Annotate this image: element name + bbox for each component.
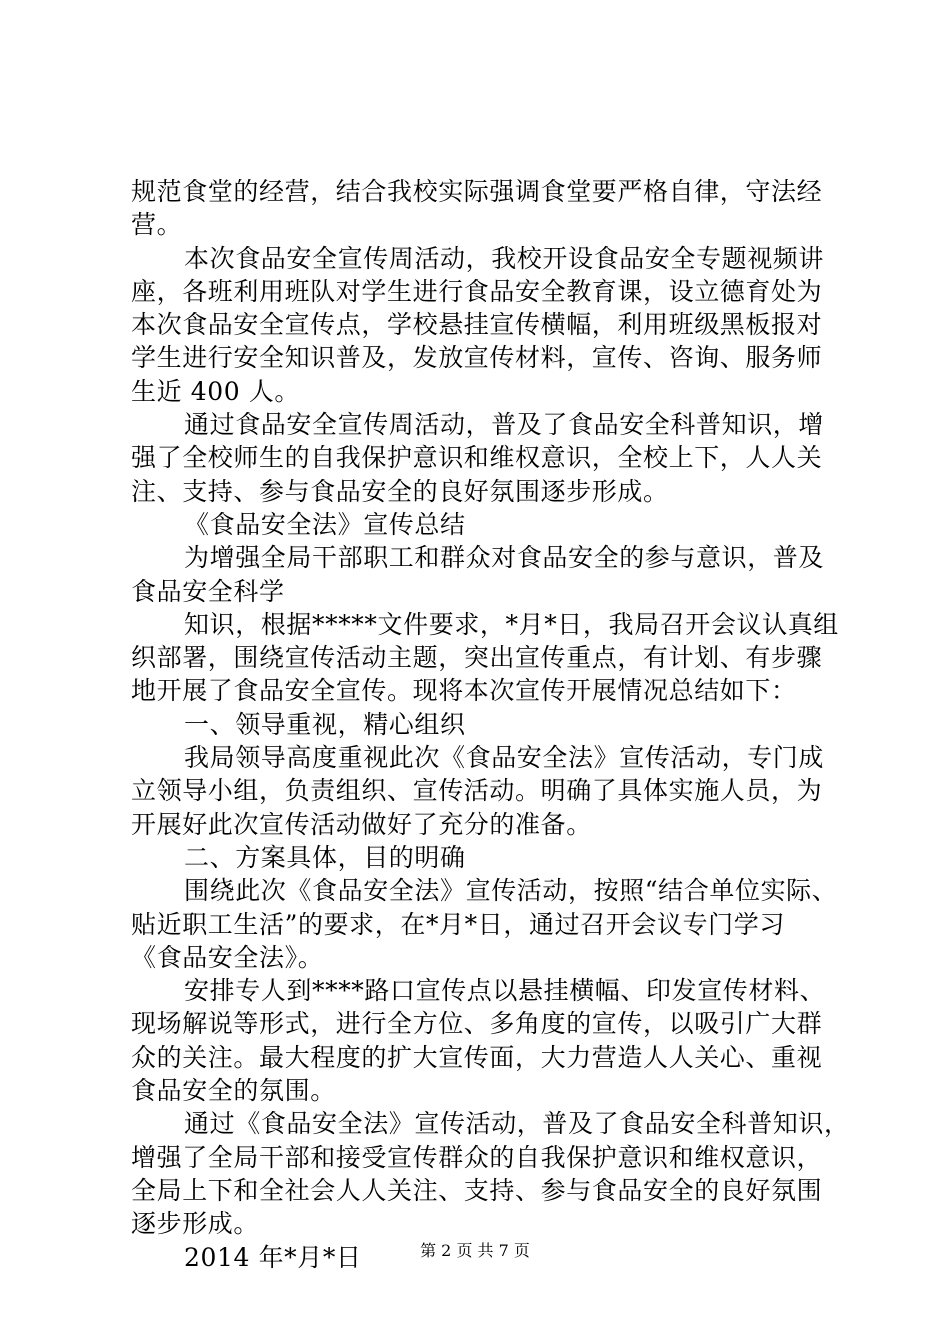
text-line: 逐步形成。 [131,1209,260,1239]
page-number-footer: 第 2 页 共 7 页 [420,1241,530,1260]
text-line: 贴近职工生活”的要求，在*月*日，通过召开会议专门学习 [131,909,785,939]
text-line: 座，各班利用班队对学生进行食品安全教育课，设立德育处为 [131,276,823,306]
text-line: 开展好此次宣传活动做好了充分的准备。 [131,809,592,839]
paragraph-start: 我局领导高度重视此次《食品安全法》宣传活动，专门成 [184,743,825,773]
text-line: 《食品安全法》。 [131,942,324,972]
document-body [131,175,850,1274]
text-line: 全局上下和全社会人人关注、支持、参与食品安全的良好氛围 [131,1175,823,1205]
paragraph-start: 知识，根据*****文件要求，*月*日，我局召开会议认真组 [184,609,839,639]
paragraph-start: 通过食品安全宣传周活动，普及了食品安全科普知识，增 [184,410,825,440]
text-line: 增强了全局干部和接受宣传群众的自我保护意识和维权意识， [131,1142,823,1172]
text-line: 现场解说等形式，进行全方位、多角度的宣传，以吸引广大群 [131,1009,823,1039]
paragraph-start: 本次食品安全宣传周活动，我校开设食品安全专题视频讲 [184,243,825,273]
text-line: 强了全校师生的自我保护意识和维权意识，全校上下，人人关 [131,443,823,473]
text-line: 规范食堂的经营，结合我校实际强调食堂要严格自律，守法经 [131,177,823,206]
text-line: 众的关注。最大程度的扩大宣传面，大力营造人人关心、重视 [131,1042,823,1072]
paragraph-start: 通过《食品安全法》宣传活动，普及了食品安全科普知识， [184,1109,850,1139]
text-line: 食品安全的氛围。 [131,1076,336,1106]
text-line: 食品安全科学 [131,576,285,606]
text-line: 织部署，围绕宣传活动主题，突出宣传重点，有计划、有步骤 [131,643,823,673]
section-heading: 二、方案具体，目的明确 [184,842,466,872]
text-line: 学生进行安全知识普及，发放宣传材料，宣传、咨询、服务师 [131,343,823,373]
text-line: 本次食品安全宣传点，学校悬挂宣传横幅，利用班级黑板报对 [131,310,823,340]
text-line: 注、支持、参与食品安全的良好氛围逐步形成。 [131,476,669,506]
date-line: 2014 年*月*日 [184,1242,362,1272]
text-line: 营。 [131,210,183,240]
text-line: 生近 400 人。 [131,376,301,406]
text-line: 立领导小组，负责组织、宣传活动。明确了具体实施人员，为 [131,776,823,806]
paragraph-start: 为增强全局干部职工和群众对食品安全的参与意识，普及 [184,543,825,573]
paragraph-start: 围绕此次《食品安全法》宣传活动，按照“结合单位实际、 [184,876,838,906]
section-heading: 一、领导重视，精心组织 [184,709,466,739]
paragraph-start: 安排专人到****路口宣传点以悬挂横幅、印发宣传材料、 [184,976,826,1006]
text-line: 地开展了食品安全宣传。现将本次宣传开展情况总结如下： [131,676,797,706]
section-title: 《食品安全法》宣传总结 [184,509,466,539]
